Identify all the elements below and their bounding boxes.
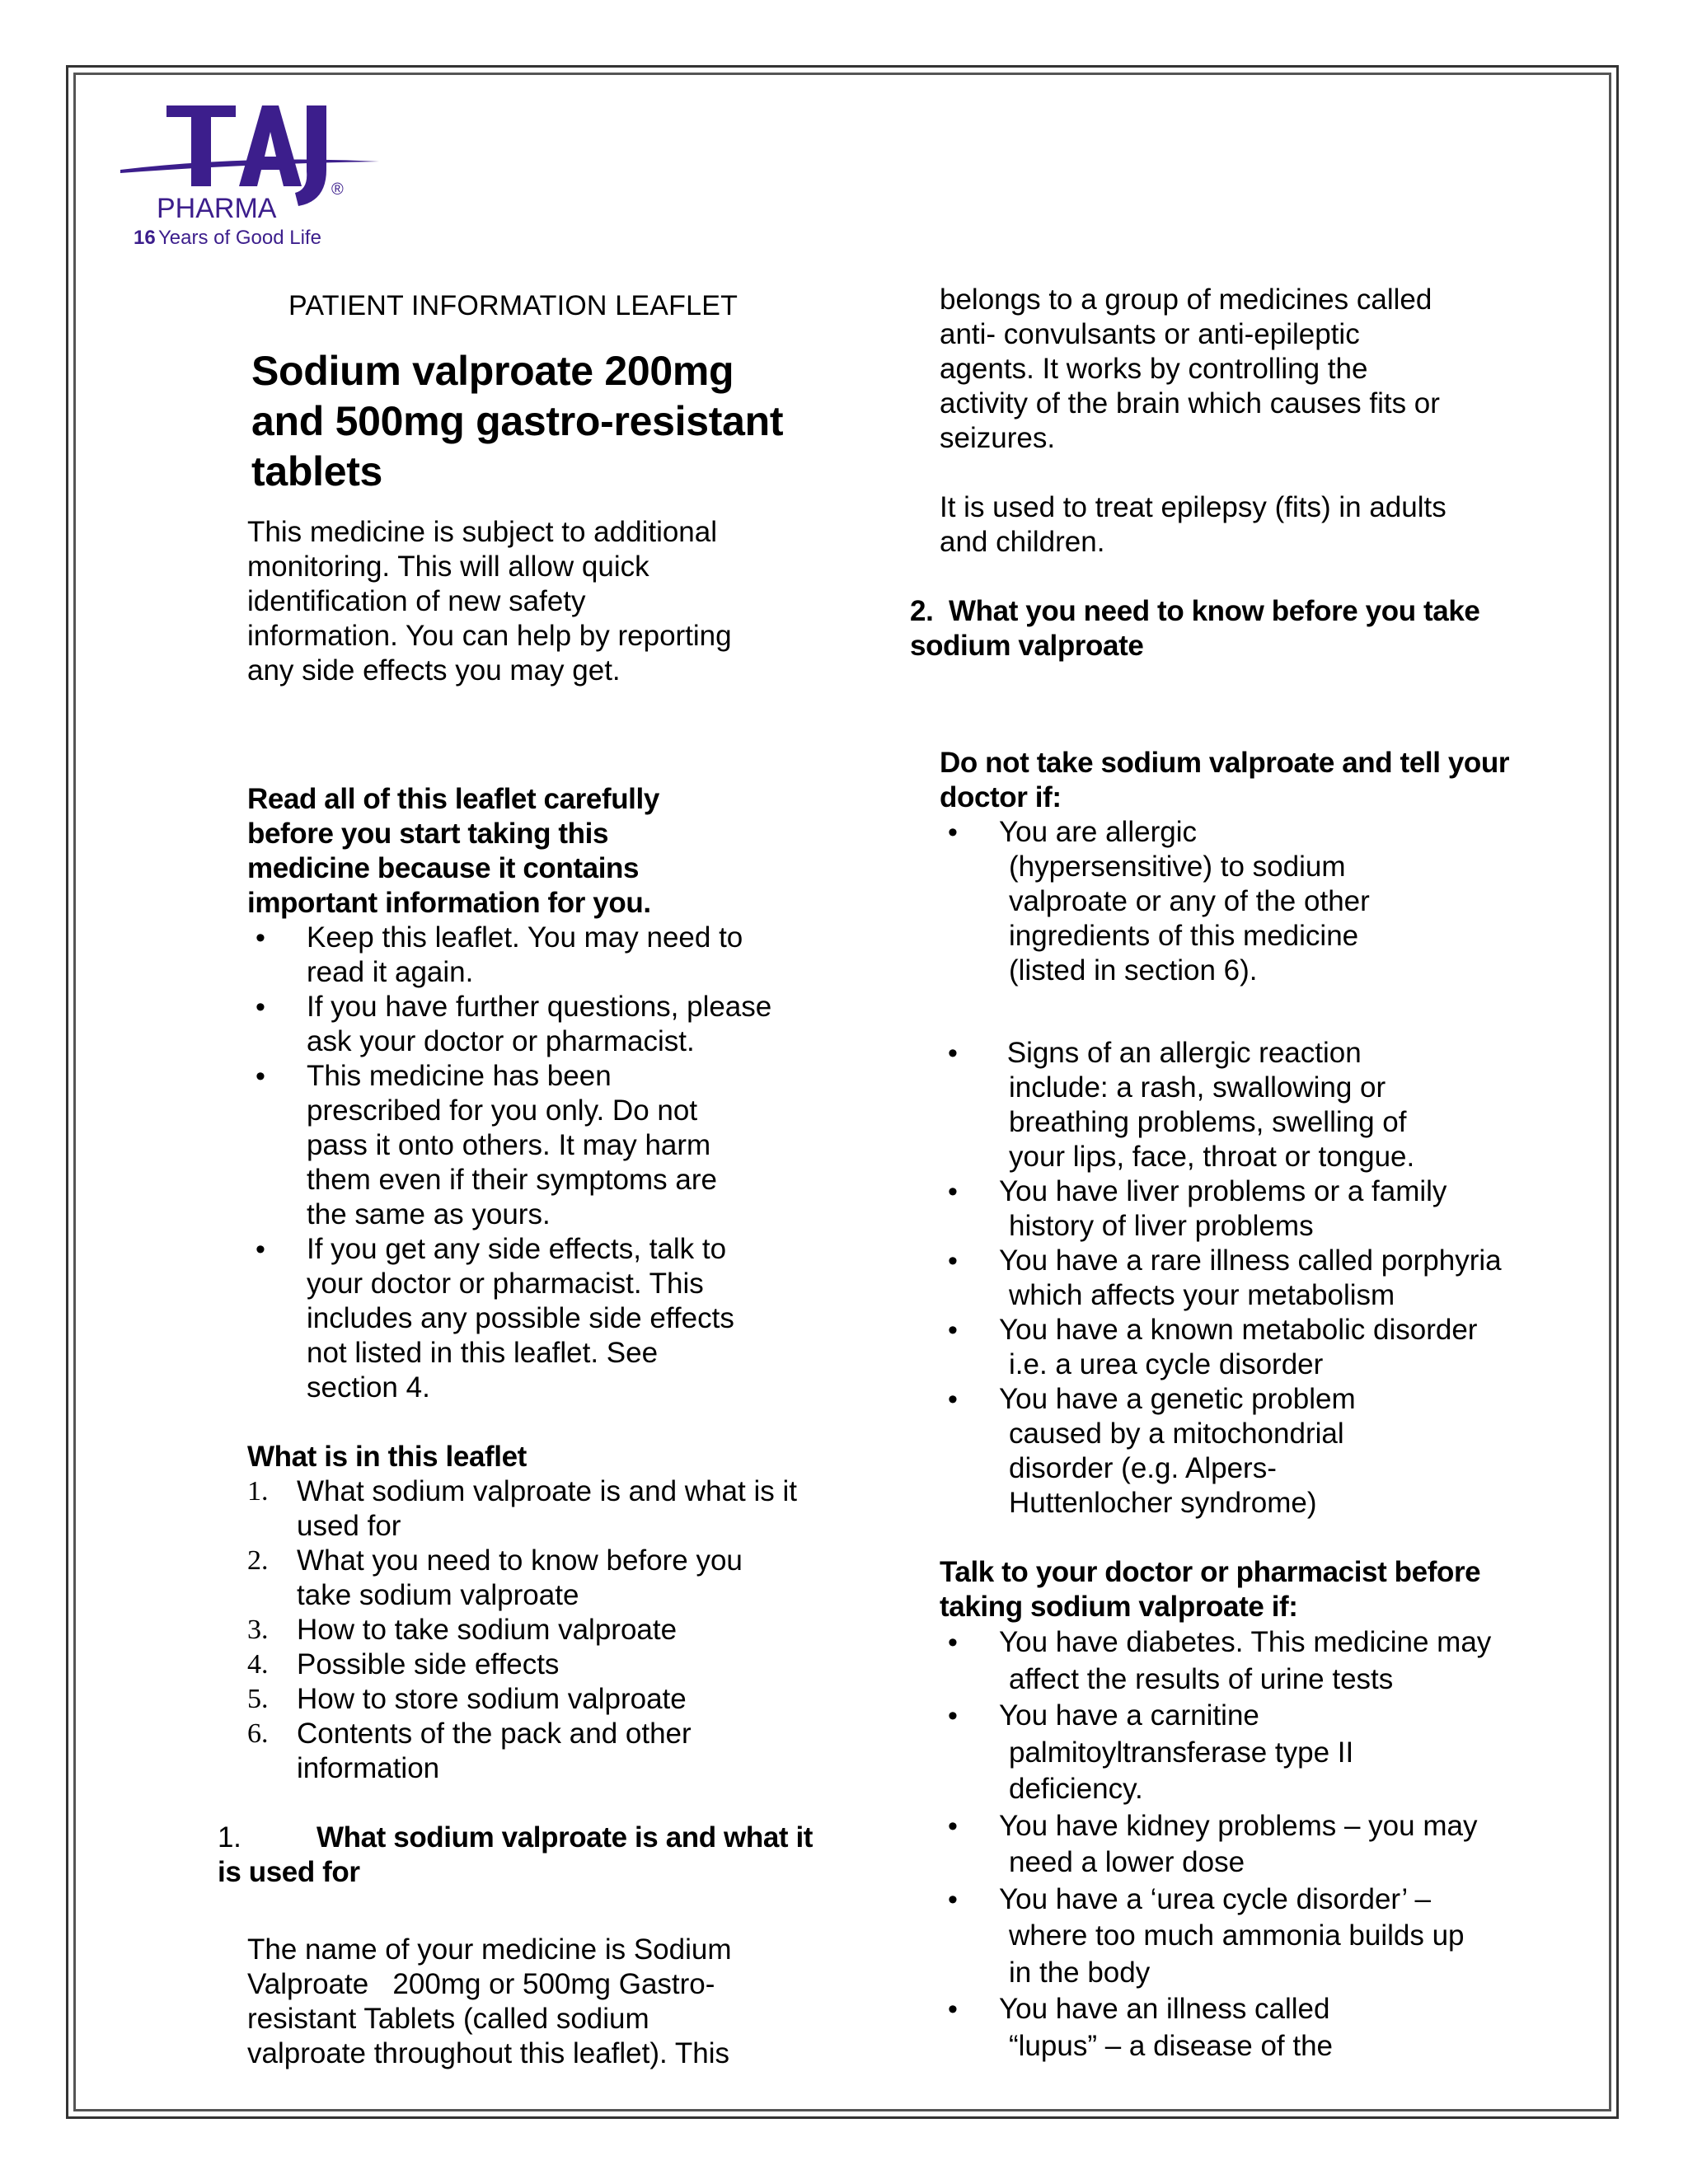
section-1-heading <box>218 1821 824 1890</box>
left-column <box>218 288 824 2071</box>
table-of-contents <box>247 1474 824 1786</box>
text-line: This medicine is subject to additional <box>247 516 718 548</box>
list-item <box>940 815 1541 988</box>
text-line: What sodium valproate is and what it <box>316 1821 814 1854</box>
list-item <box>940 1624 1541 1698</box>
document-title <box>251 346 824 497</box>
text-line: 2. What you need to know before you take <box>910 595 1480 627</box>
toc-number: 6. <box>247 1718 269 1749</box>
list-item <box>247 1059 824 1232</box>
text-line: them even if their symptoms are <box>307 1164 717 1196</box>
title-line: and 500mg gastro-resistant <box>251 398 784 444</box>
title-line: Sodium valproate 200mg <box>251 348 734 394</box>
section-2-heading <box>910 594 1541 663</box>
title-line: tablets <box>251 448 383 494</box>
read-carefully-heading <box>247 782 824 921</box>
text-line: What you need to know before you <box>297 1544 743 1577</box>
text-line: take sodium valproate <box>297 1579 579 1611</box>
do-not-take-heading <box>940 746 1541 815</box>
text-line: include: a rash, swallowing or <box>1009 1071 1386 1104</box>
text-line: • You have kidney problems – you may <box>999 1809 1478 1842</box>
text-line: section 4. <box>307 1371 430 1404</box>
precautions-list <box>940 1624 1541 2064</box>
text-line: identification of new safety <box>247 585 586 617</box>
list-item <box>247 990 824 1059</box>
text-line: and children. <box>940 526 1105 558</box>
text-line: • You have liver problems or a family <box>999 1175 1447 1207</box>
text-line: deficiency. <box>1009 1773 1143 1805</box>
text-line: disorder (e.g. Alpers- <box>1009 1452 1277 1484</box>
text-line: • You have a rare illness called porphyria <box>999 1244 1502 1277</box>
text-line: any side effects you may get. <box>247 654 621 687</box>
talk-to-doctor-heading <box>940 1555 1541 1624</box>
text-line: your lips, face, throat or tongue. <box>1009 1141 1415 1173</box>
text-line: sodium valproate <box>910 630 1144 662</box>
text-line: in the body <box>1009 1956 1151 1989</box>
text-line: doctor if: <box>940 781 1062 813</box>
contraindication-list <box>940 1036 1541 1521</box>
text-line: Talk to your doctor or pharmacist before <box>940 1556 1481 1588</box>
text-line: Possible side effects <box>297 1648 560 1680</box>
text-line: valproate throughout this leaflet). This <box>247 2037 729 2069</box>
text-line: resistant Tablets (called sodium <box>247 2003 649 2035</box>
text-line: Valproate 200mg or 500mg Gastro- <box>247 1968 715 2000</box>
toc-number: 5. <box>247 1684 269 1714</box>
list-item <box>247 1232 824 1405</box>
indication-paragraph <box>940 490 1541 560</box>
text-line: which affects your metabolism <box>1009 1279 1395 1311</box>
text-line: not listed in this leaflet. See <box>307 1337 659 1369</box>
section-number: 1. <box>218 1821 241 1854</box>
text-line: anti- convulsants or anti-epileptic <box>940 318 1360 350</box>
text-line: Huttenlocher syndrome) <box>1009 1487 1317 1519</box>
text-line: agents. It works by controlling the <box>940 353 1368 385</box>
text-line: prescribed for you only. Do not <box>307 1094 698 1127</box>
logo-years-number: 16 <box>134 227 156 249</box>
list-item <box>940 1244 1541 1313</box>
text-line: used for <box>297 1510 401 1542</box>
text-line: information. You can help by reporting <box>247 620 732 652</box>
list-item <box>940 1313 1541 1382</box>
text-line: belongs to a group of medicines called <box>940 284 1432 316</box>
text-line: (hypersensitive) to sodium <box>1009 851 1346 883</box>
text-line: • This medicine has been <box>307 1060 612 1092</box>
text-line: your doctor or pharmacist. This <box>307 1268 704 1300</box>
text-line: • If you have further questions, please <box>307 991 772 1023</box>
text-line: • You have a known metabolic disorder <box>999 1314 1478 1346</box>
taj-pharma-logo-graphic <box>115 97 387 254</box>
list-item <box>940 1174 1541 1244</box>
toc-number: 1. <box>247 1476 269 1507</box>
toc-item <box>247 1647 824 1682</box>
text-line: is used for <box>218 1856 360 1888</box>
text-line: palmitoyltransferase type II <box>1009 1736 1354 1769</box>
toc-number: 4. <box>247 1649 269 1680</box>
text-line: information <box>297 1752 440 1784</box>
text-line: ingredients of this medicine <box>1009 920 1359 952</box>
text-line: valproate or any of the other <box>1009 885 1370 917</box>
registered-mark: ® <box>331 180 344 199</box>
medicine-name-paragraph <box>247 1933 824 2071</box>
text-line: Do not take sodium valproate and tell your <box>940 747 1510 779</box>
list-item <box>940 1036 1541 1174</box>
text-line: important information for you. <box>247 887 651 919</box>
text-line: How to take sodium valproate <box>297 1614 678 1646</box>
leaflet-label: PATIENT INFORMATION LEAFLET <box>288 290 738 321</box>
toc-item <box>247 1613 824 1647</box>
text-line: taking sodium valproate if: <box>940 1591 1298 1623</box>
text-line: ask your doctor or pharmacist. <box>307 1025 695 1057</box>
list-item <box>940 1808 1541 1882</box>
text-line: • You are allergic <box>999 816 1197 848</box>
text-line: seizures. <box>940 422 1056 454</box>
text-line: • You have diabetes. This medicine may <box>999 1626 1492 1658</box>
text-line: need a lower dose <box>1009 1846 1245 1878</box>
text-line: includes any possible side effects <box>307 1302 734 1334</box>
toc-item <box>247 1544 824 1613</box>
text-line: activity of the brain which causes fits or <box>940 387 1440 419</box>
text-line: Read all of this leaflet carefully <box>247 783 659 815</box>
toc-heading: What is in this leaflet <box>247 1441 527 1473</box>
text-line: pass it onto others. It may harm <box>307 1129 711 1161</box>
text-line: • You have an illness called <box>999 1993 1330 2025</box>
list-item <box>940 1698 1541 1808</box>
monitoring-notice <box>247 515 824 688</box>
list-item <box>940 1882 1541 1992</box>
logo-pharma-text: PHARMA <box>157 193 277 224</box>
text-line: medicine because it contains <box>247 852 640 884</box>
text-line: the same as yours. <box>307 1198 551 1230</box>
toc-number: 3. <box>247 1615 269 1645</box>
text-line: where too much ammonia builds up <box>1009 1919 1465 1952</box>
leaflet-advice-list <box>247 921 824 1405</box>
usage-paragraph <box>940 283 1541 456</box>
text-line: The name of your medicine is Sodium <box>247 1933 732 1966</box>
text-line: “lupus” – a disease of the <box>1009 2029 1334 2062</box>
text-line: It is used to treat epilepsy (fits) in adults <box>940 491 1447 523</box>
right-column <box>910 283 1541 2064</box>
text-line: before you start taking this <box>247 818 609 850</box>
list-item <box>940 1991 1541 2064</box>
text-line: • Signs of an allergic reaction <box>999 1037 1362 1069</box>
toc-item <box>247 1682 824 1717</box>
text-line: (listed in section 6). <box>1009 954 1258 987</box>
text-line: monitoring. This will allow quick <box>247 551 649 583</box>
toc-item <box>247 1474 824 1544</box>
text-line: breathing problems, swelling of <box>1009 1106 1407 1138</box>
logo-tagline: Years of Good Life <box>158 227 321 249</box>
text-line: affect the results of urine tests <box>1009 1662 1394 1695</box>
taj-pharma-logo <box>115 97 387 254</box>
text-line: read it again. <box>307 956 474 988</box>
text-line: caused by a mitochondrial <box>1009 1418 1344 1450</box>
do-not-take-list <box>940 815 1541 988</box>
text-line: • You have a ‘urea cycle disorder’ – <box>999 1882 1432 1915</box>
text-line: i.e. a urea cycle disorder <box>1009 1348 1324 1380</box>
list-item <box>940 1382 1541 1521</box>
toc-item <box>247 1717 824 1786</box>
text-line: Contents of the pack and other <box>297 1718 692 1750</box>
text-line: history of liver problems <box>1009 1210 1314 1242</box>
text-line: How to store sodium valproate <box>297 1683 687 1715</box>
text-line: • If you get any side effects, talk to <box>307 1233 727 1265</box>
toc-number: 2. <box>247 1545 269 1576</box>
text-line: • Keep this leaflet. You may need to <box>307 921 743 954</box>
text-line: • You have a carnitine <box>999 1699 1259 1732</box>
list-item <box>247 921 824 990</box>
text-line: What sodium valproate is and what is it <box>297 1475 797 1507</box>
text-line: • You have a genetic problem <box>999 1383 1356 1415</box>
